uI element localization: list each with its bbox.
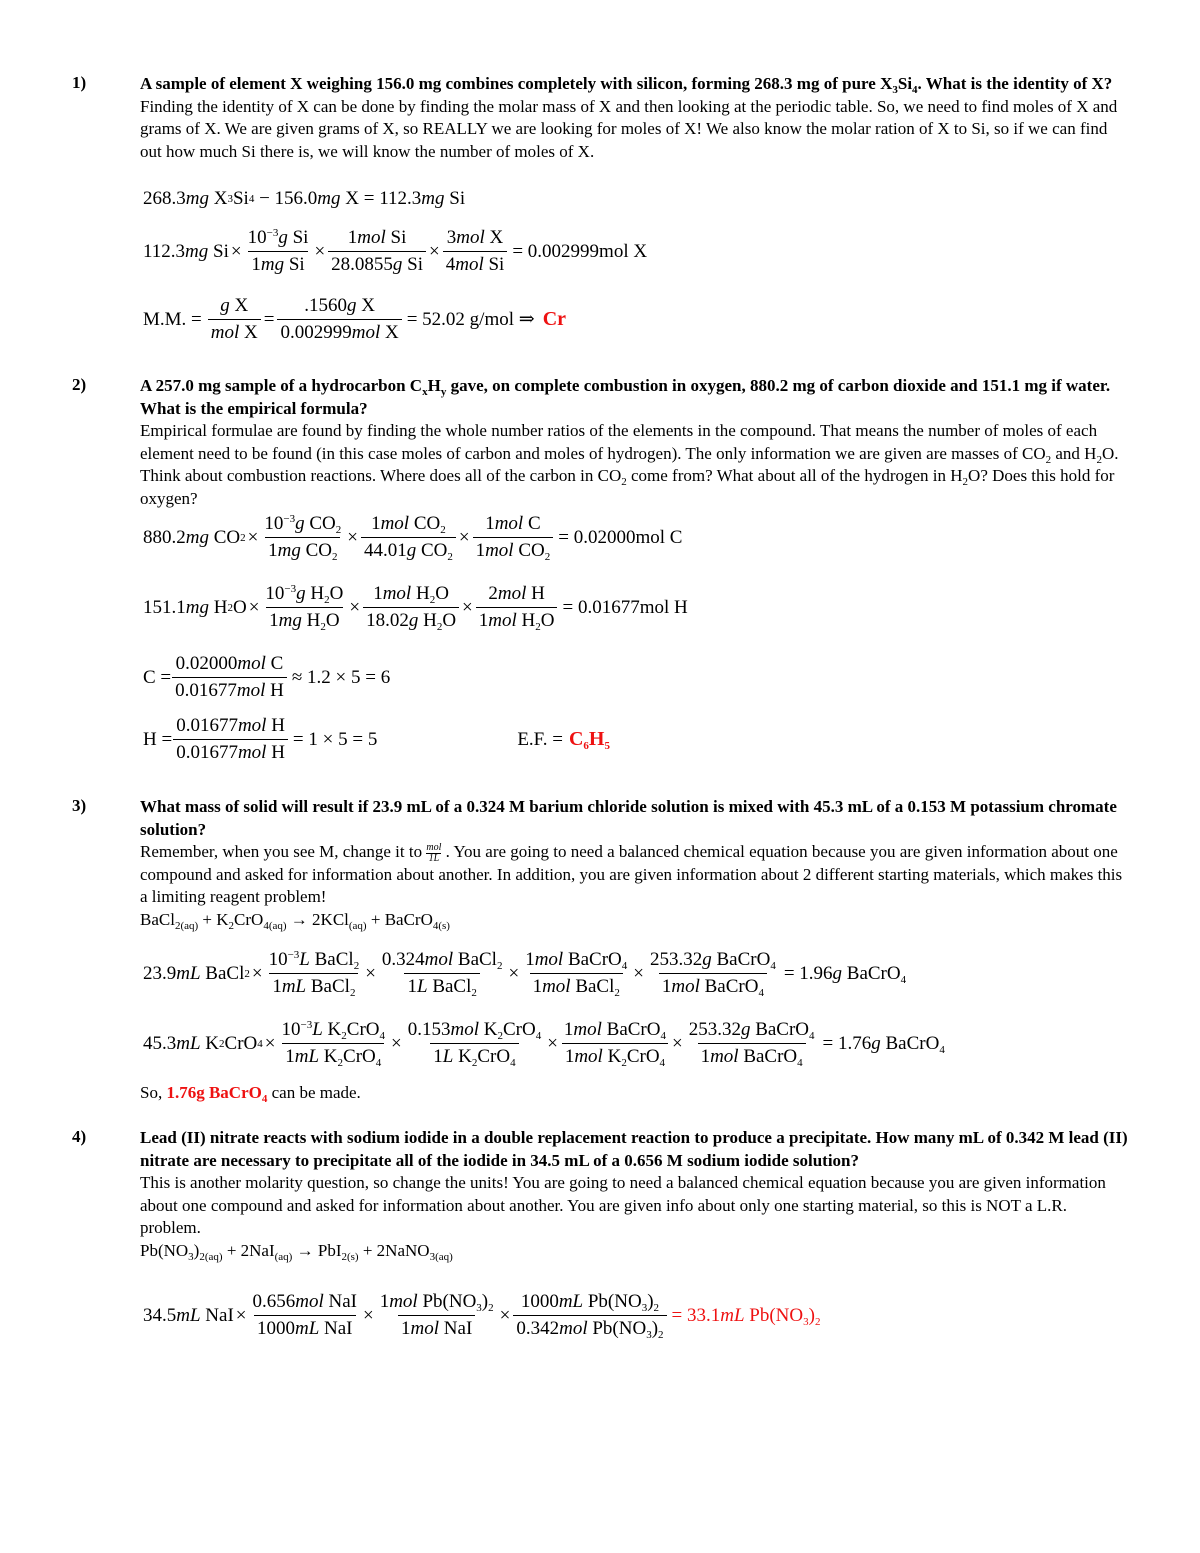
problem-2-question: A 257.0 mg sample of a hydrocarbon $C_xH_y$ gave, on complete combustion in oxygen, 880.2 mg of carbon dioxide and 151.1 mg if water. What is the empirical formula? — [140, 376, 1111, 418]
problem-1 — [140, 73, 1130, 163]
problem-4-number: 4) — [72, 1127, 87, 1146]
problem-4-question: Lead (II) nitrate reacts with sodium iodide in a double replacement reaction to produce a precipitate. How many mL of 0.342 M lead (II) nitrate are necessary to precipitate all of the iodide in 34.5 mL of a 0.656 M sodium iodide solution? — [140, 1128, 1128, 1170]
p1-molar-mass: M.M. = $\frac{\text{g X}}{\text{mol X}}$ = $\frac{\text{.1560g X}}{\text{0.002999mol X}}$ = 52.02 g/mol ⇒ Cr — [143, 295, 567, 343]
p3-so-tail: can be made. — [271, 1083, 361, 1102]
problem-1-number: 1) — [72, 73, 87, 92]
p1-mol-result: = 0.002999mol X — [512, 240, 648, 262]
p1-mm-label: M.M. = — [143, 308, 202, 330]
problem-2-number: 2) — [72, 375, 87, 394]
p3-equation-k2cro4: 45.3 mL K 2 CrO 4 × $\frac{10^{-3}L K_2CrO_4}{1mL K_2CrO_4}$ × $\frac{0.153mol K_2CrO_4}{1L K_2CrO_4}$ × $\frac{1mol BaCrO_4}{1mol K_2CrO_4}$ × $\frac{253.32g BaCrO_4}{1mol BaCrO_4}$ = 1.76g BaCrO$_4$ — [143, 1019, 945, 1069]
p2-answer: $C_6H_5$ — [568, 728, 610, 752]
problem-2 — [140, 375, 1130, 510]
problem-3-explanation: Remember, when you see M, change it to mol 1L . You are going to need a balanced chemical equation because you are given information about one compound and asked for information about another. In addition, you are given information about 2 different starting materials, which makes this a limiting reagent problem! — [140, 841, 1123, 907]
p3-so: So, — [140, 1083, 163, 1102]
p2-h-ratio: = 1 × 5 = 5 — [292, 728, 378, 750]
p3-answer: 1.76g BaCrO$_4$ — [166, 1083, 268, 1105]
p2-c-result: = 0.02000mol C — [558, 526, 683, 548]
p2-equation-hydrogen: 151.1 mg H 2 O × $\frac{10^{-3}g H_2O}{1mg H_2O}$ × $\frac{1mol H_2O}{18.02g H_2O}$ × $\frac{\text{2mol H}}{1mol H_2O}$ = 0.01677mol H — [143, 583, 688, 633]
problem-2-explanation: Empirical formulae are found by finding the whole number ratios of the elements in the compound. That means the number of moles of each element need to be found (in this case moles of carbon and moles of hydrogen). The only information we are given are masses of $CO_2$ and $H_2O$. Think about combustion reactions. Where does all of the carbon in $CO_2$ come from? What about all of the hydrogen in $H_2O$? Does this hold for oxygen? — [140, 421, 1119, 508]
p2-h-result: = 0.01677mol H — [562, 596, 688, 618]
p2-equation-carbon: 880.2 mg CO 2 × $\frac{10^{-3}g CO_2}{1mg CO_2}$ × $\frac{1mol CO_2}{44.01g CO_2}$ × $\frac{\text{1mol C}}{1mol CO_2}$ = 0.02000mol C — [143, 513, 683, 563]
p1-equation-1: 268.3 mg X 3 Si 4 − 156.0 mg X = 112.3 mg Si — [143, 188, 466, 209]
p2-ratio-h: H = $\frac{\text{0.01677mol H}}{\text{0.01677mol H}}$ = 1 × 5 = 5 E.F. = $C_6H_5$ — [143, 715, 610, 763]
p1-mm-result: = 52.02 g/mol ⇒ — [406, 309, 535, 330]
p1-answer: Cr — [542, 308, 567, 330]
p3-conclusion — [140, 1082, 1130, 1105]
p4-answer: = 33.1mL $Pb(NO_3)_2$ — [671, 1304, 821, 1328]
problem-1-explanation: Finding the identity of X can be done by finding the molar mass of X and then looking at the periodic table. So, we need to find moles of X and grams of X. We are given grams of X, so REALLY we are looking for moles of X! We also know the molar ration of X to Si, so if we can find out how much Si there is, we will know the number of moles of X. — [140, 96, 1118, 161]
p3-result-1: = 1.96g BaCrO$_4$ — [783, 962, 907, 986]
problem-4 — [140, 1127, 1130, 1262]
p2-c-ratio: ≈ 1.2 × 5 = 6 — [291, 666, 391, 688]
p1-equation-2: 112.3 mg Si × $\frac{10^{-3}g Si}{\text{1mg Si}}$ × $\frac{\text{1mol Si}}{\text{28.0855g Si}}$ × $\frac{\text{3mol X}}{\text{4mol Si}}$ = 0.002999mol X — [143, 227, 648, 275]
p3-reaction: BaCl$_{2(aq)}$ + $K_2CrO_{4(aq)} \to 2KCl_{(aq)}$ + BaCrO$_{4(s)}$ — [140, 909, 450, 932]
problem-1-question: A sample of element X weighing 156.0 mg combines completely with silicon, forming 268.3 mg of pure $X_3Si_4$. What is the identity of X? — [140, 74, 1113, 96]
problem-3 — [140, 796, 1130, 931]
p3-equation-bacl2: 23.9 mL BaCl 2 × $\frac{10^{-3}L BaCl_2}{1mL BaCl_2}$ × $\frac{0.324mol BaCl_2}{1L BaCl_2}$ × $\frac{1mol BaCrO_4}{1mol BaCl_2}$ × $\frac{253.32g BaCrO_4}{1mol BaCrO_4}$ = 1.96g BaCrO$_4$ — [143, 949, 907, 999]
p4-reaction: $Pb(NO_3)_{2(aq)} + 2NaI_{(aq)} \to PbI_{2(s)}$ + 2NaNO$_{3(aq)}$ — [140, 1240, 453, 1263]
problem-4-explanation: This is another molarity question, so change the units! You are going to need a balanced chemical equation because you are given information about one compound and asked for information about another. You are given info about only one starting material, so this is NOT a L.R. problem. — [140, 1173, 1106, 1237]
p3-result-2: = 1.76g BaCrO$_4$ — [822, 1032, 945, 1056]
problem-3-question: What mass of solid will result if 23.9 mL of a 0.324 M barium chloride solution is mixed with 45.3 mL of a 0.153 M potassium chromate solution? — [140, 797, 1117, 839]
p4-equation: 34.5 mL NaI × $\frac{\text{0.656mol NaI}}{\text{1000mL NaI}}$ × $\frac{1mol Pb(NO_3)_2}{\text{1mol NaI}}$ × $\frac{1000mL Pb(NO_3)_2}{0.342mol Pb(NO_3)_2}$ = 33.1mL $Pb(NO_3)_2$ — [143, 1291, 821, 1341]
problem-3-number: 3) — [72, 796, 87, 815]
p2-ef-label: E.F. = — [517, 728, 563, 750]
p2-ratio-c: C = $\frac{\text{0.02000mol C}}{\text{0.01677mol H}}$ ≈ 1.2 × 5 = 6 — [143, 653, 391, 701]
